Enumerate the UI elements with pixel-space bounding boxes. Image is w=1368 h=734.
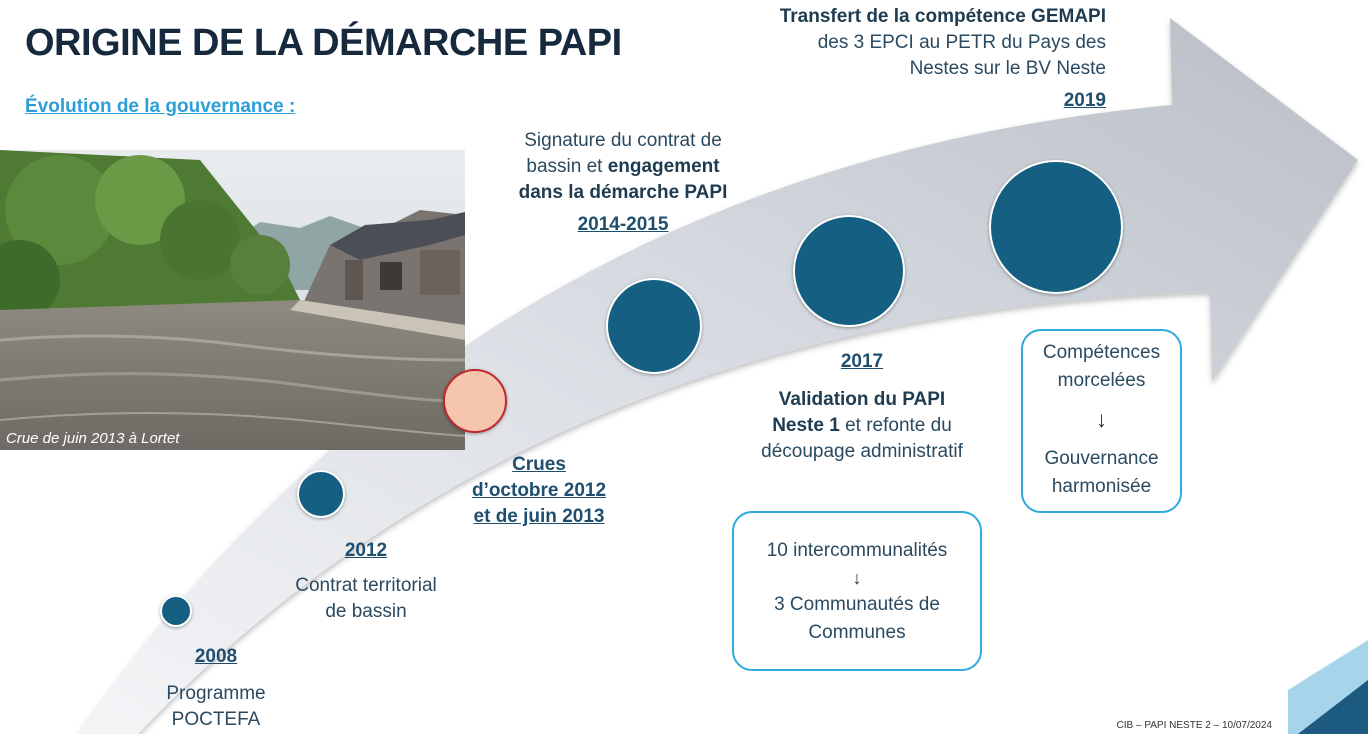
- competences-from-line1: Compétences: [1042, 342, 1161, 363]
- page-title: ORIGINE DE LA DÉMARCHE PAPI: [25, 22, 622, 64]
- milestone-2019-line3: Nestes sur le BV Neste: [909, 58, 1106, 79]
- milestone-2012-desc: [266, 573, 466, 625]
- milestone-2017-line2-normal: et refonte du: [839, 415, 952, 436]
- milestone-2008-desc: [136, 681, 296, 733]
- milestone-2008-line1: Programme: [166, 683, 266, 704]
- milestone-2014-line2-normal: bassin et: [526, 156, 608, 177]
- milestone-2008-year: 2008: [194, 646, 238, 667]
- milestone-2017-line1: Validation du PAPI: [778, 389, 946, 410]
- milestone-2017-line2: [712, 413, 1012, 439]
- intercom-from: 10 intercommunalités: [766, 540, 948, 561]
- corner-decoration: [1288, 640, 1368, 734]
- milestone-crues-line2: d’octobre 2012: [471, 480, 607, 501]
- photo-caption: Crue de juin 2013 à Lortet: [6, 430, 180, 447]
- intercom-to-line2: Communes: [808, 622, 906, 643]
- milestone-2014-dot: [606, 278, 702, 374]
- competences-to-line1: Gouvernance: [1044, 448, 1159, 469]
- intercom-box: [732, 511, 982, 671]
- milestone-2014-year: 2014-2015: [577, 214, 669, 235]
- milestone-2019-year: 2019: [1063, 90, 1106, 111]
- intercom-to-line1: 3 Communautés de: [774, 594, 940, 615]
- milestone-2019-dot: [989, 160, 1123, 294]
- milestone-2017-year: 2017: [840, 351, 884, 372]
- milestone-2014-line3: dans la démarche PAPI: [518, 182, 728, 203]
- section-subtitle: Évolution de la gouvernance :: [25, 96, 296, 117]
- milestone-2019-line2: des 3 EPCI au PETR du Pays des: [817, 32, 1106, 53]
- milestone-2012-line1: Contrat territorial: [295, 575, 437, 596]
- milestone-2014-line2-bold: engagement: [607, 156, 720, 177]
- down-arrow-icon: ↓: [1096, 407, 1107, 432]
- milestone-crues-line1: Crues: [512, 454, 566, 475]
- milestone-2012-dot: [297, 470, 345, 518]
- competences-box: [1021, 329, 1182, 513]
- milestone-2014-line2: [493, 154, 753, 180]
- milestone-2008-line2: POCTEFA: [171, 709, 261, 730]
- competences-to-line2: harmonisée: [1051, 476, 1152, 497]
- down-arrow-icon: ↓: [852, 568, 862, 588]
- competences-from-line2: morcelées: [1057, 370, 1146, 391]
- flood-photo-image: [0, 150, 465, 450]
- flood-photo: [0, 150, 465, 450]
- milestone-2012-line2: de bassin: [325, 601, 407, 622]
- milestone-2014-line1: Signature du contrat de: [524, 130, 722, 151]
- milestone-crues-label: [439, 452, 639, 530]
- milestone-crues-dot: [443, 369, 507, 433]
- milestone-crues-line3: et de juin 2013: [473, 506, 605, 527]
- milestone-2019-line1: Transfert de la compétence GEMAPI: [779, 6, 1106, 27]
- footer-text: CIB – PAPI NESTE 2 – 10/07/2024: [1116, 720, 1272, 731]
- milestone-2017-line3: découpage administratif: [761, 441, 963, 462]
- milestone-2019-desc: [712, 4, 1106, 82]
- milestone-2017-dot: [793, 215, 905, 327]
- milestone-2014-desc: [493, 128, 753, 206]
- milestone-2008-dot: [160, 595, 192, 627]
- milestone-2017-desc: [712, 387, 1012, 465]
- milestone-2012-year: 2012: [344, 540, 388, 561]
- milestone-2017-line2-bold: Neste 1: [772, 415, 840, 436]
